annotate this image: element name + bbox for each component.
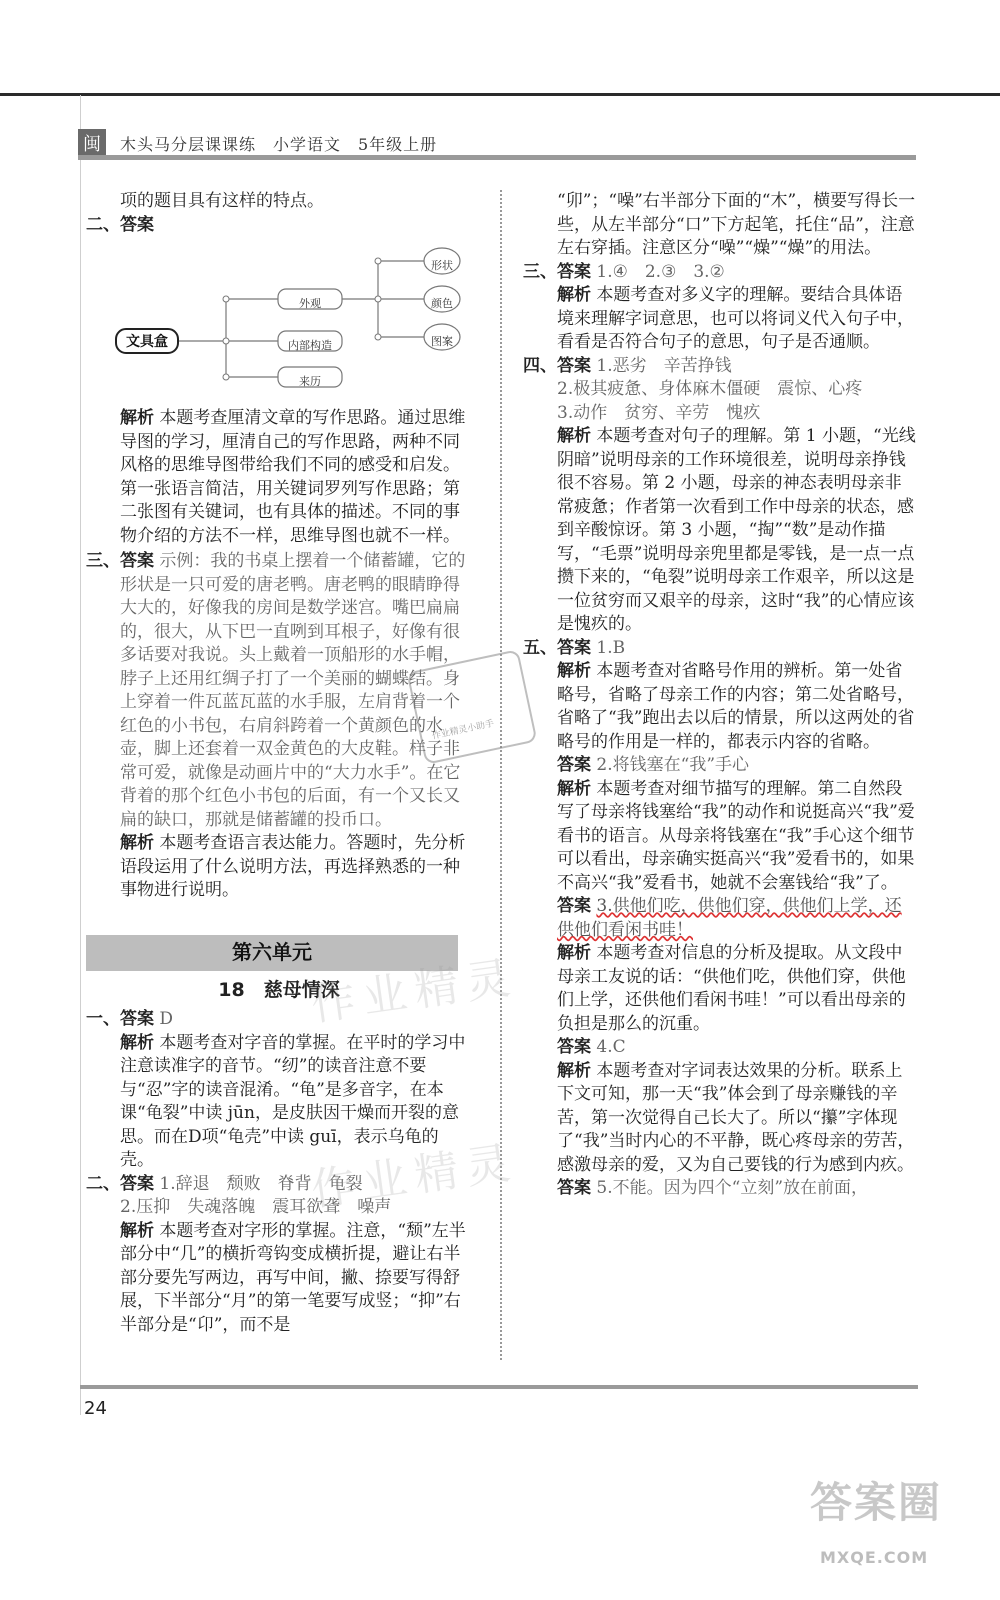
answer-text: 5.不能。因为四个“立刻”放在前面，: [596, 1178, 869, 1198]
section-number: 二、: [86, 1173, 120, 1194]
site-watermark-url: MXQE.COM: [820, 1548, 929, 1567]
lesson-title: 18 慈母情深: [218, 978, 340, 1001]
answer-text: 1.恶劣 辛苦挣钱: [596, 355, 732, 376]
answer-label: 答案: [557, 1037, 591, 1057]
analysis-label: 解析: [557, 778, 591, 799]
mind-map-lines: [86, 241, 466, 401]
analysis-label: 解析: [120, 833, 154, 853]
section-number: 四、: [523, 355, 557, 376]
stamp-text: 作业精灵小助手: [431, 718, 496, 742]
section-number: 二、: [86, 214, 120, 235]
section-number: 三、: [86, 551, 120, 571]
mind-map-diagram: [86, 241, 466, 401]
answer-text: 示例：我的书桌上摆着一个储蓄罐，它的形状是一只可爱的唐老鸭。唐老鸭的眼睛睁得大大的，好像我的房间是数学迷宫。嘴巴扁扁的，很大，从下巴一直咧到耳根子，好像有很多话要对我说。头上戴着一顶船形的水手帽，脖子上还用红绸子打了一个美丽的蝴蝶结。身上穿着一件瓦蓝瓦蓝的水手服，左肩背着一个红色的小书包，右肩斜跨着一个黄颜色的水壶，脚上还套着一双金黄色的大皮鞋。样子非常可爱，就像是动画片中的“大力水手”。在它背着的那个红色小书包的后面，有一个又长又扁的缺口，那就是储蓄罐的投币口。: [120, 551, 466, 830]
section-3-answer: [523, 261, 916, 285]
mind-map-branch: 来历: [299, 375, 321, 388]
watermark-text: 作业精灵: [308, 1136, 522, 1217]
continued-line: 项的题目具有这样的特点。: [120, 191, 324, 211]
answer-text: 2.将钱塞在“我”手心: [596, 755, 750, 775]
analysis-paragraph: [523, 778, 916, 896]
answer-paragraph: [523, 1177, 916, 1201]
answer-paragraph: [523, 895, 916, 942]
answer-text: 1.辞退 颓败 脊背 龟裂: [159, 1173, 363, 1194]
mind-map-branch: 内部构造: [288, 339, 332, 352]
answer-label: 答案: [557, 896, 591, 916]
answer-label: 答案: [120, 1173, 154, 1194]
analysis-paragraph: [86, 1220, 472, 1338]
section-4-answer: [523, 355, 916, 379]
section-5-answer: [523, 637, 916, 661]
mind-map-leaf: 图案: [431, 335, 453, 348]
answer-text: 2.极其疲惫、身体麻木僵硬 震惊、心疼: [557, 379, 863, 399]
answer-text: 1.④ 2.③ 3.②: [596, 261, 725, 282]
analysis-label: 解析: [557, 426, 591, 446]
watermark-text: 作业精灵: [308, 951, 522, 1032]
analysis-text: 本题考查对字形的掌握。注意，“颓”左半部分中“几”的横折弯钩变成横折提，避让右半部分要先写两边，再写中间，撇、捺要写得舒展，下半部分“月”的第一笔要写成竖；“抑”右半部分是“卬”，而不是: [120, 1220, 466, 1335]
answer-label: 答案: [557, 1178, 591, 1198]
analysis-paragraph: [523, 660, 916, 754]
answer-paragraph: [523, 1036, 916, 1060]
page-number: 24: [84, 1398, 107, 1419]
analysis-paragraph: [86, 832, 472, 903]
answer-label: 答案: [120, 1009, 154, 1029]
analysis-label: 解析: [557, 1060, 591, 1081]
section-2-answer: [86, 214, 472, 238]
analysis-paragraph: [523, 942, 916, 1036]
answer-text: 3.供他们吃，供他们穿，供他们上学，还供他们看闲书哇！: [557, 896, 902, 940]
mind-map-branch: 外观: [299, 297, 321, 310]
mind-map-leaf: 颜色: [431, 297, 453, 310]
mind-map-root: 文具盒: [126, 334, 168, 350]
analysis-label: 解析: [120, 1032, 154, 1053]
analysis-text: 本题考查对字词表达效果的分析。联系上下文可知，那一天“我”体会到了母亲赚钱的辛苦，第一次觉得自己长大了。所以“攥”字体现了“我”当时内心的不平静，既心疼母亲的劳苦，感激母亲的爱，又为自己要钱的行为感到内疚。: [557, 1060, 915, 1175]
publisher-logo-icon: 闽: [78, 129, 106, 157]
site-watermark-logo: [810, 1470, 970, 1590]
analysis-label: 解析: [557, 285, 591, 305]
right-column: [523, 190, 916, 1201]
analysis-paragraph: [523, 284, 916, 355]
analysis-paragraph: [523, 425, 916, 637]
mind-map-leaf: 形状: [431, 259, 453, 272]
analysis-text: 本题考查对句子的理解。第 1 小题，“光线阴暗”说明母亲的工作环境很差，说明母亲挣钱很不容易。第 2 小题，母亲的神态表明母亲非常疲惫；作者第一次看到工作中母亲的状态，感到辛酸惊讶。第 3 小题，“掏”“数”是动作描写，“毛票”说明母亲兜里都是零钱，是一点一点攒下来的，“龟裂”说明母亲工作艰辛，所以这是一位贫穷而又艰辛的母亲，这时“我”的心情应该是愧疚的。: [557, 426, 916, 634]
answer-label: 答案: [557, 355, 591, 376]
section-number: 一、: [86, 1009, 120, 1029]
analysis-paragraph: [523, 1060, 916, 1178]
analysis-label: 解析: [557, 943, 591, 963]
section-number: 三、: [523, 261, 557, 282]
answer-label: 答案: [120, 214, 154, 235]
analysis-label: 解析: [557, 661, 591, 681]
analysis-label: 解析: [120, 1220, 154, 1241]
top-edge-rule: [0, 93, 1000, 96]
analysis-label: 解析: [120, 408, 154, 428]
analysis-text: 本题考查对信息的分析及提取。从文段中母亲工友说的话：“供他们吃，供他们穿，供他们上学，还供他们看闲书哇！”可以看出母亲的负担是那么的沉重。: [557, 943, 906, 1034]
answer-label: 答案: [557, 637, 591, 658]
analysis-text: 本题考查对细节描写的理解。第二自然段写了母亲将钱塞给“我”的动作和说挺高兴“我”爱看书的语言。从母亲将钱塞在“我”手心这个细节可以看出，母亲确实挺高兴“我”爱看书的，如果不高兴“我”爱看书，她就不会塞钱给“我”了。: [557, 778, 915, 893]
footer-rule: [80, 1385, 918, 1389]
answer-paragraph: [523, 754, 916, 778]
answer-label: 答案: [120, 551, 154, 571]
header-rule: [78, 155, 916, 160]
header-title: 木头马分层课课练 小学语文 5年级上册: [120, 134, 438, 154]
analysis-text: 本题考查对省略号作用的辨析。第一处省略号，省略了母亲工作的内容；第二处省略号，省略了“我”跑出去以后的情景，所以这两处的省略号的作用是一样的，都表示内容的省略。: [557, 661, 915, 752]
answer-text: 4.C: [596, 1037, 626, 1057]
site-watermark-title: 答案圈: [810, 1478, 943, 1527]
continued-paragraph: “卯”；“噪”右半部分下面的“木”，横要写得长一些，从左半部分“口”下方起笔，托住“品”，注意左右穿插。注意区分“噪”“燥”“燥”的用法。: [557, 191, 916, 258]
answer-label: 答案: [557, 755, 591, 775]
answer-text: 1.B: [596, 637, 626, 658]
answer-text: 2.压抑 失魂落魄 震耳欲聋 噪声: [120, 1197, 392, 1217]
unit-banner: 第六单元: [86, 935, 458, 971]
analysis-text: 本题考查对多义字的理解。要结合具体语境来理解字词意思，也可以将词义代入句子中，看看是否符合句子的意思，句子是否通顺。: [557, 285, 914, 352]
answer-text: 3.动作 贫穷、辛劳 愧疚: [557, 402, 761, 423]
analysis-paragraph: [86, 407, 472, 548]
answer-text: D: [159, 1009, 174, 1029]
analysis-text: 本题考查语言表达能力。答题时，先分析语段运用了什么说明方法，再选择熟悉的一种事物进行说明。: [120, 833, 466, 900]
analysis-text: 本题考查厘清文章的写作思路。通过思维导图的学习，厘清自己的写作思路，两种不同风格的思维导图带给我们不同的感受和启发。第一张语言简洁，用关键词罗列写作思路；第二张图有关键词，也有具体的描述。不同的事物介绍的方法不一样，思维导图也就不一样。: [120, 408, 466, 546]
answer-label: 答案: [557, 261, 591, 282]
page-edge-shadow: [80, 95, 81, 1415]
section-number: 五、: [523, 637, 557, 658]
analysis-text: 本题考查对字音的掌握。在平时的学习中注意读准字的音节。“纫”的读音注意不要与“忍”字的读音混淆。“龟”是多音字，在本课“龟裂”中读 jūn，是皮肤因干燥而开裂的意思。而在D项“龟壳”中读 guī，表示乌龟的壳。: [120, 1032, 466, 1170]
